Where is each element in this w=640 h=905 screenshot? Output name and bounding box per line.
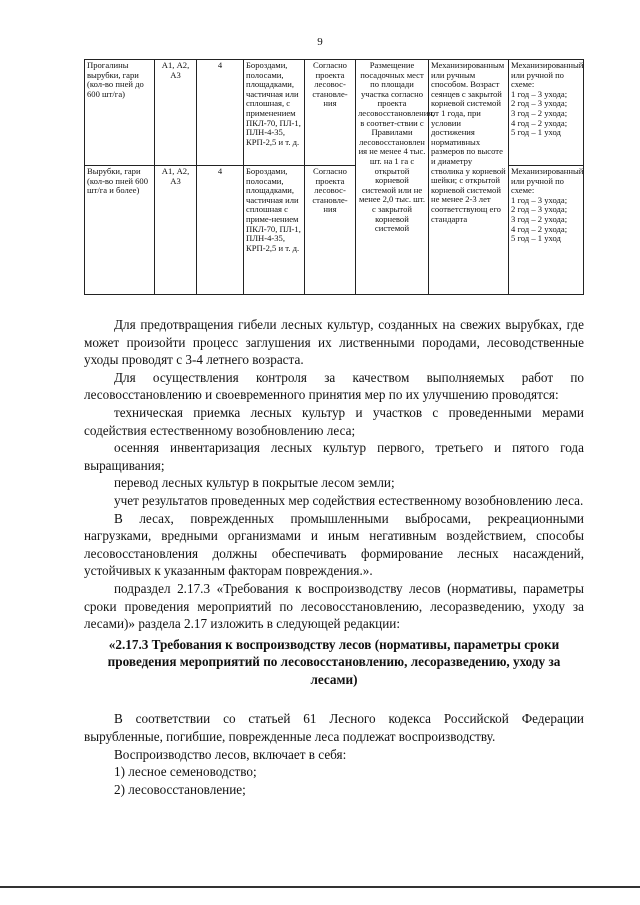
care-schedule-line: 2 год – 3 ухода;	[511, 98, 568, 109]
care-schedule-title: Механизированный или ручной по схеме:	[511, 166, 584, 196]
page-bottom-border	[0, 886, 640, 888]
table-cell-site-type: А1, А2, А3	[155, 60, 197, 166]
table-cell-care-schedule	[509, 60, 584, 166]
care-schedule-line: 2 год – 3 ухода;	[511, 204, 568, 215]
care-schedule-line: 5 год – 1 уход	[511, 233, 561, 244]
care-schedule-line: 1 год – 3 ухода;	[511, 194, 568, 205]
regeneration-table	[84, 59, 584, 295]
list-item: 1) лесное семеноводство;	[114, 764, 257, 780]
table-row	[85, 166, 584, 295]
paragraph: Для осуществления контроля за качеством выполняемых работ по лесовосстановлению и своевременного принятия мер по их улучшению проводятся:	[84, 369, 584, 403]
care-schedule-line: 4 год – 2 ухода;	[511, 223, 568, 234]
paragraph: Для предотвращения гибели лесных культур, созданных на свежих вырубках, где может произойти процесс заглушения их лиственными породами, лесоводственные уходы проводят с 3-4 летнего возраста.	[84, 317, 584, 368]
care-schedule-line: 3 год – 2 ухода;	[511, 107, 568, 118]
table-row	[85, 60, 584, 166]
paragraph: подраздел 2.17.3 «Требования к воспроизводству лесов (нормативы, параметры сроки проведения мероприятий по лесовосстановлению, лесоразведению, уходу за лесами)» раздела 2.17 изложить в следующей редакции:	[84, 580, 584, 632]
list-item: 2) лесовосстановление;	[114, 781, 246, 797]
table-cell-area-category: Прогалины вырубки, гари (кол-во пней до 600 шт/га)	[85, 60, 155, 166]
paragraph: В соответствии со статьей 61 Лесного кодекса Российской Федерации вырубленные, погибшие, поврежденные леса подлежат воспроизводству.	[84, 711, 584, 745]
care-schedule-line: 4 год – 2 ухода;	[511, 117, 568, 128]
table-cell-project: Согласно проекта лесовос-становле-ния	[305, 60, 356, 166]
paragraph: Воспроизводство лесов, включает в себя:	[114, 746, 347, 762]
table-cell-site-type: А1, А2, А3	[155, 166, 197, 295]
table-cell-soil-prep: Бороздами, полосами, площадками, частичная или сплошная, с применением ПКЛ-70, ПЛ-1, ПЛН-4-35, КРП-2,5 и т. д.	[244, 60, 305, 166]
care-schedule-line: 3 год – 2 ухода;	[511, 213, 568, 224]
table-cell-care-schedule	[509, 166, 584, 295]
page-number: 9	[317, 36, 323, 48]
care-schedule-line: 1 год – 3 ухода;	[511, 88, 568, 99]
list-item: учет результатов проведенных мер содействия естественному возобновлению леса.	[114, 492, 584, 508]
table-cell-class: 4	[197, 60, 244, 166]
table-cell-soil-prep: Бороздами, полосами, площадками, частичная или сплошная с приме-нением ПКЛ-70, ПЛ-1, ПЛН-4-35, КРП-2,5 и т. д.	[244, 166, 305, 295]
table-cell-area-category: Вырубки, гари (кол-во пней 600 шт/га и более)	[85, 166, 155, 295]
table-cell-class: 4	[197, 166, 244, 295]
table-cell-planting-density: Размещение посадочных мест по площади участка согласно проекта лесовосстановления, в соответ-ствии с Правилами лесовосстановлен ия не менее 4 тыс. шт. на 1 га с открытой корневой системой или не менее 2,0 тыс. шт. с закрытой корневой системой	[356, 60, 429, 295]
paragraph: В лесах, поврежденных промышленными выбросами, рекреационными нагрузками, вредными организмами и иным негативным воздействием, способы лесовосстановления должны обеспечивать формирование лесных насаждений, устойчивых к указанным факторам повреждения.».	[84, 510, 584, 579]
care-schedule-title: Механизированный или ручной по схеме:	[511, 60, 584, 90]
list-item: перевод лесных культур в покрытые лесом земли;	[114, 475, 395, 491]
table-cell-project: Согласно проекта лесовос-становле-ния	[305, 166, 356, 295]
care-schedule-line: 5 год – 1 уход	[511, 127, 561, 138]
body-text	[84, 316, 584, 798]
section-heading: «2.17.3 Требования к воспроизводству лесов (нормативы, параметры сроки проведения мероприятий по лесовосстановлению, лесоразведению, уходу за лесами)	[107, 636, 561, 687]
list-item: техническая приемка лесных культур и участков с проведенными мерами содействия естественному возобновлению леса;	[84, 404, 584, 438]
list-item: осенняя инвентаризация лесных культур первого, третьего и пятого года выращивания;	[84, 440, 584, 473]
table-cell-planting-method: Механизированным или ручным способом. Возраст сеянцев с закрытой корневой системой от 1 года, при условии достижения нормативных размеров по высоте и диаметру стволика у корневой шейки; с открытой корневой системой не менее 2-3 лет соответствующ его стандарта	[429, 60, 509, 295]
